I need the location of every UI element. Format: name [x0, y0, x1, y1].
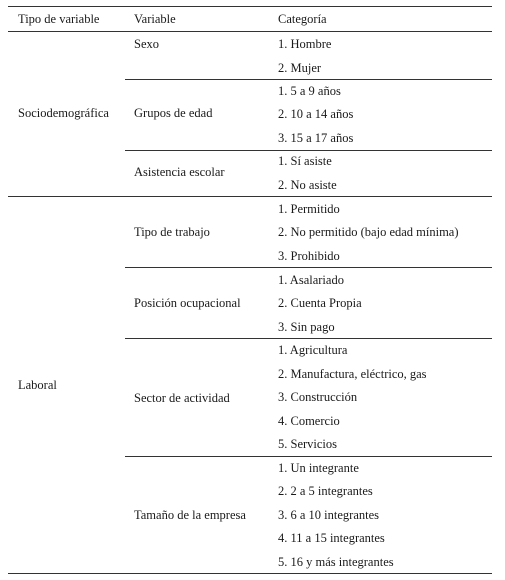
category-item: 2. No permitido (bajo edad mínima) — [278, 225, 459, 239]
category-item: 1. Sí asiste — [278, 154, 332, 168]
header-categoria: Categoría — [278, 12, 327, 26]
category-item: 4. 11 a 15 integrantes — [278, 531, 385, 545]
variable-label: Sector de actividad — [134, 390, 230, 405]
category-item: 3. 15 a 17 años — [278, 131, 354, 145]
group-type-laboral — [18, 197, 57, 573]
category-item: 1. Hombre — [278, 37, 332, 51]
category-item: 3. 6 a 10 integrantes — [278, 508, 380, 522]
variable-posicion-ocupacional — [134, 268, 241, 338]
variable-grupos-de-edad — [134, 80, 212, 146]
header-variable: Variable — [134, 12, 176, 26]
category-item: 2. Mujer — [278, 61, 322, 75]
category-item: 2. No asiste — [278, 178, 337, 192]
category-item: 1. 5 a 9 años — [278, 84, 341, 98]
header-tipo-de-variable: Tipo de variable — [18, 12, 100, 26]
variable-sexo — [134, 32, 159, 56]
category-item: 2. 10 a 14 años — [278, 107, 354, 121]
top-rule — [8, 6, 492, 7]
category-item: 1. Permitido — [278, 202, 340, 216]
group-type-label: Sociodemográfica — [18, 106, 109, 120]
group-type-label: Laboral — [18, 377, 57, 392]
variable-label: Tamaño de la empresa — [134, 507, 246, 522]
variable-sector-de-actividad — [134, 339, 230, 457]
bottom-rule — [8, 573, 492, 574]
variable-label: Tipo de trabajo — [134, 224, 210, 239]
category-item: 3. Construcción — [278, 390, 358, 404]
variable-asistencia-escolar — [134, 151, 225, 193]
group-divider — [8, 196, 492, 197]
variable-tamano-de-la-empresa — [134, 457, 246, 573]
category-item: 1. Asalariado — [278, 273, 344, 287]
category-item: 2. Cuenta Propia — [278, 296, 362, 310]
variable-label: Grupos de edad — [134, 105, 213, 120]
category-item: 3. Sin pago — [278, 320, 335, 334]
category-item: 1. Agricultura — [278, 343, 348, 357]
group-type-sociodemografica — [18, 32, 109, 195]
variable-tipo-de-trabajo — [134, 197, 210, 267]
category-item: 5. Servicios — [278, 437, 338, 451]
category-item: 1. Un integrante — [278, 461, 359, 475]
variable-label: Asistencia escolar — [134, 164, 225, 179]
category-item: 2. Manufactura, eléctrico, gas — [278, 367, 427, 381]
category-item: 4. Comercio — [278, 414, 340, 428]
variable-label: Sexo — [134, 36, 159, 51]
category-item: 5. 16 y más integrantes — [278, 555, 394, 569]
category-item: 3. Prohibido — [278, 249, 340, 263]
variable-label: Posición ocupacional — [134, 295, 241, 310]
category-item: 2. 2 a 5 integrantes — [278, 484, 373, 498]
